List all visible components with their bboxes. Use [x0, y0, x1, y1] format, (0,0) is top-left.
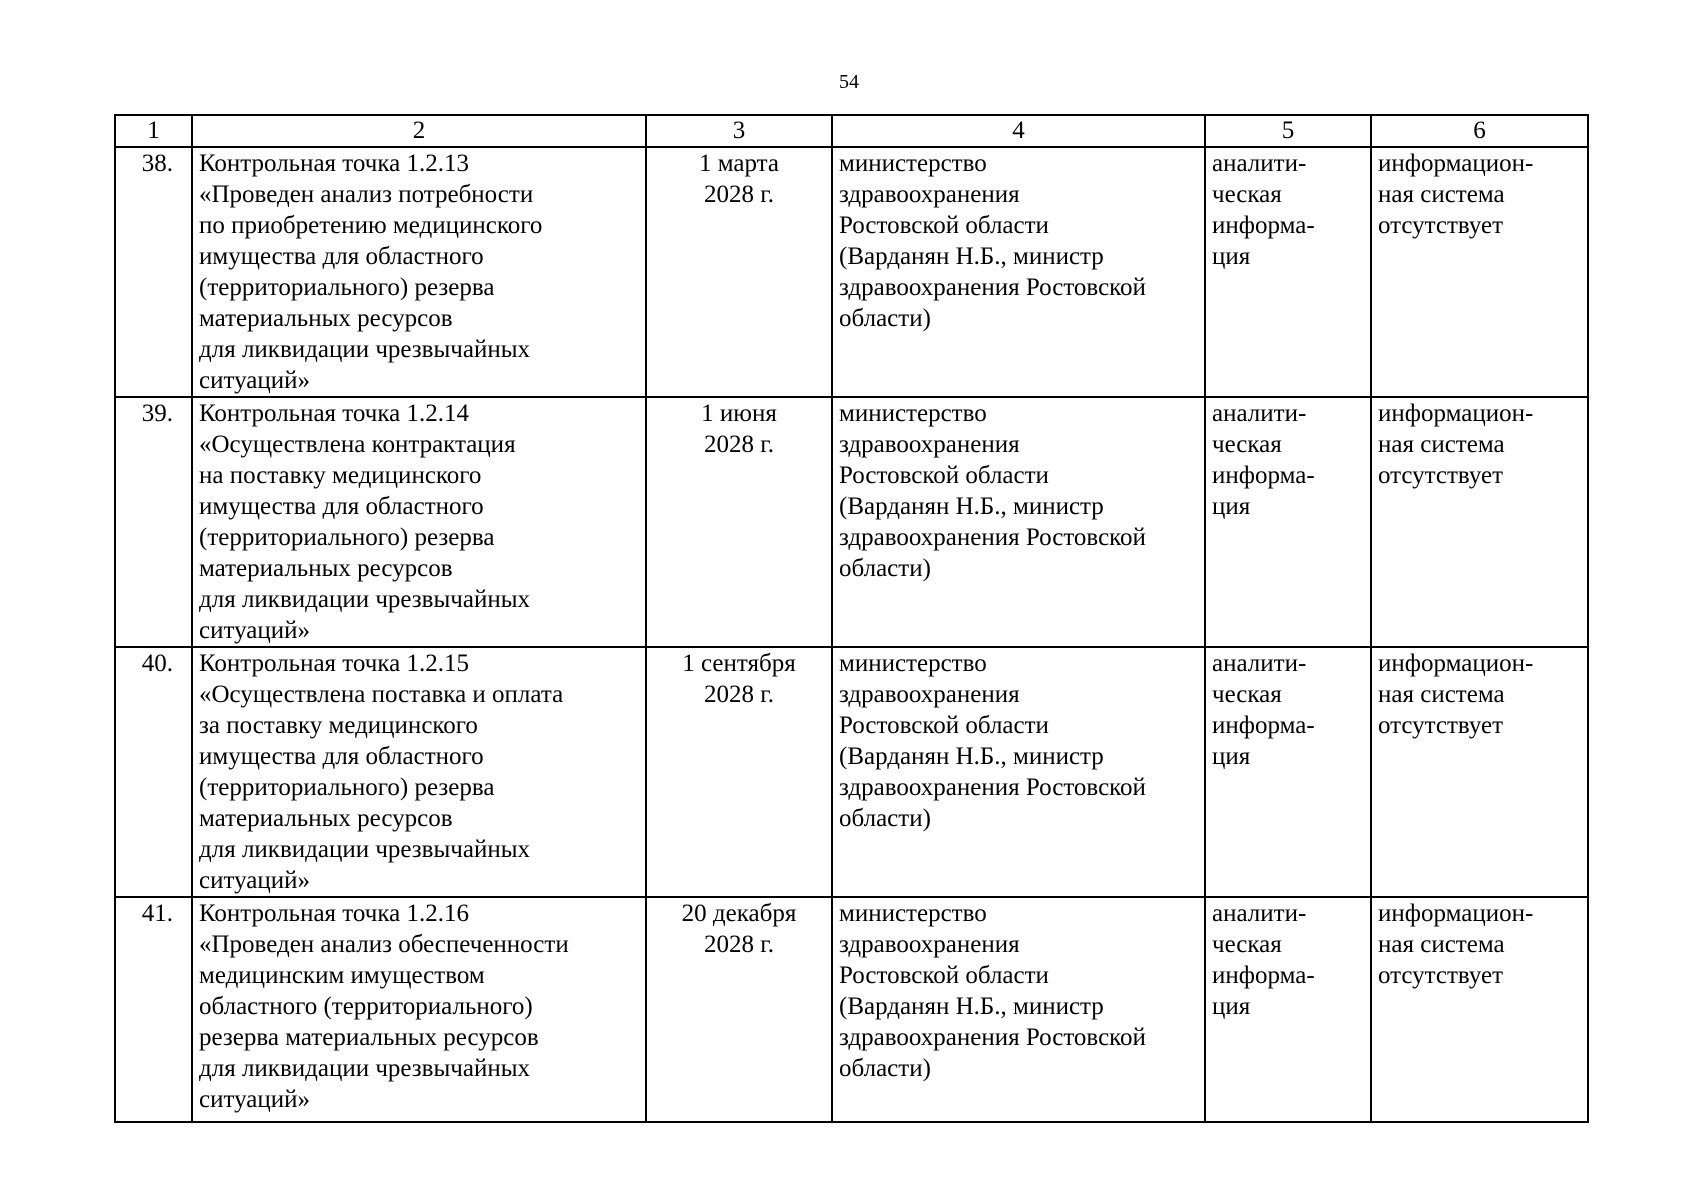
table-header-row [115, 115, 1588, 147]
info-system-cell: информацион- ная система отсутствует [1371, 647, 1588, 897]
row-number-cell: 39. [115, 397, 192, 647]
event-cell: Контрольная точка 1.2.15 «Осуществлена поставка и оплата за поставку медицинского имущества для областного (территориального) резерва материальных ресурсов для ликвидации чрезвычайных ситуаций» [192, 647, 646, 897]
page-number: 54 [839, 71, 859, 93]
info-system-cell: информацион- ная система отсутствует [1371, 397, 1588, 647]
column-header: 2 [192, 115, 646, 147]
responsible-cell: министерство здравоохранения Ростовской области (Варданян Н.Б., министр здравоохранения Ростовской области) [832, 897, 1205, 1122]
control-points-table [114, 114, 1589, 1123]
column-header: 3 [646, 115, 832, 147]
document-cell: аналити- ческая информа- ция [1205, 897, 1371, 1122]
table-row [115, 647, 1588, 897]
event-cell: Контрольная точка 1.2.16 «Проведен анализ обеспеченности медицинским имуществом областного (территориального) резерва материальных ресурсов для ликвидации чрезвычайных ситуаций» [192, 897, 646, 1122]
table-row [115, 897, 1588, 1122]
column-header: 4 [832, 115, 1205, 147]
event-cell: Контрольная точка 1.2.14 «Осуществлена контрактация на поставку медицинского имущества для областного (территориального) резерва материальных ресурсов для ликвидации чрезвычайных ситуаций» [192, 397, 646, 647]
date-cell: 20 декабря 2028 г. [646, 897, 832, 1122]
document-cell: аналити- ческая информа- ция [1205, 647, 1371, 897]
column-header: 5 [1205, 115, 1371, 147]
table-row [115, 147, 1588, 397]
date-cell: 1 марта 2028 г. [646, 147, 832, 397]
document-cell: аналити- ческая информа- ция [1205, 397, 1371, 647]
row-number-cell: 38. [115, 147, 192, 397]
responsible-cell: министерство здравоохранения Ростовской области (Варданян Н.Б., министр здравоохранения Ростовской области) [832, 647, 1205, 897]
row-number-cell: 41. [115, 897, 192, 1122]
column-header: 1 [115, 115, 192, 147]
info-system-cell: информацион- ная система отсутствует [1371, 897, 1588, 1122]
date-cell: 1 сентября 2028 г. [646, 647, 832, 897]
document-cell: аналити- ческая информа- ция [1205, 147, 1371, 397]
info-system-cell: информацион- ная система отсутствует [1371, 147, 1588, 397]
responsible-cell: министерство здравоохранения Ростовской области (Варданян Н.Б., министр здравоохранения Ростовской области) [832, 147, 1205, 397]
column-header: 6 [1371, 115, 1588, 147]
date-cell: 1 июня 2028 г. [646, 397, 832, 647]
table-row [115, 397, 1588, 647]
responsible-cell: министерство здравоохранения Ростовской области (Варданян Н.Б., министр здравоохранения Ростовской области) [832, 397, 1205, 647]
row-number-cell: 40. [115, 647, 192, 897]
event-cell: Контрольная точка 1.2.13 «Проведен анализ потребности по приобретению медицинского имущества для областного (территориального) резерва материальных ресурсов для ликвидации чрезвычайных ситуаций» [192, 147, 646, 397]
